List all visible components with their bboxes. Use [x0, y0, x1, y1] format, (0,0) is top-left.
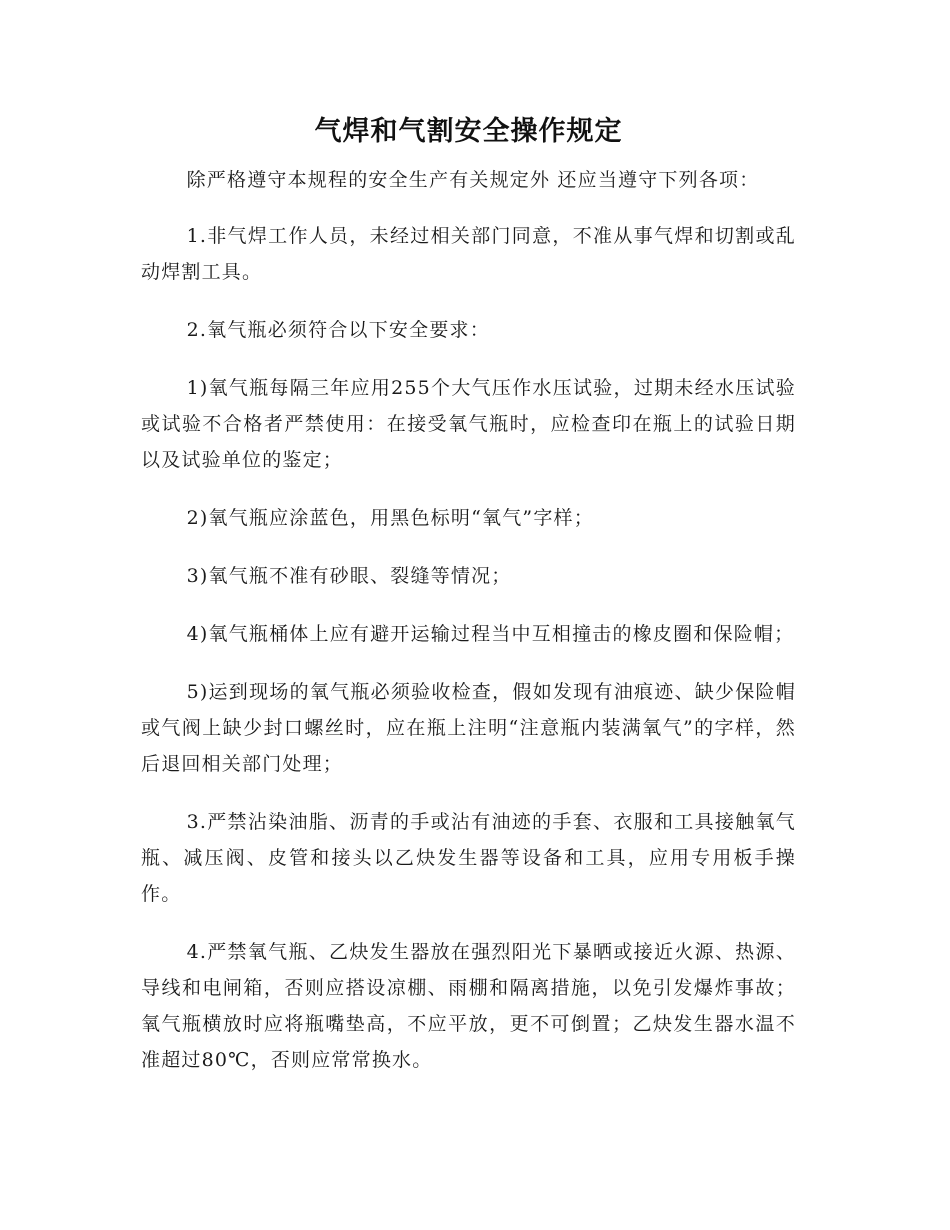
document-page	[141, 110, 796, 1100]
rule-2-item-5-paragraph: 5)运到现场的氧气瓶必须验收检查，假如发现有油痕迹、缺少保险帽或气阀上缺少封口螺丝时，应在瓶上注明“注意瓶内装满氧气”的字样，然后退回相关部门处理；	[141, 681, 796, 775]
rule-2-paragraph: 2.氧气瓶必须符合以下安全要求：	[186, 319, 490, 341]
rule-2-item-2-paragraph: 2)氧气瓶应涂蓝色，用黑色标明“氧气”字样；	[186, 507, 594, 529]
rule-2-item-3-paragraph: 3)氧气瓶不准有砂眼、裂缝等情况；	[186, 565, 512, 587]
rule-2-item-1-paragraph: 1)氧气瓶每隔三年应用255个大气压作水压试验，过期未经水压试验或试验不合格者严禁使用：在接受氧气瓶时，应检查印在瓶上的试验日期以及试验单位的鉴定；	[141, 377, 796, 471]
rule-2-item-4-paragraph: 4)氧气瓶桶体上应有避开运输过程当中互相撞击的橡皮圈和保险帽；	[186, 623, 795, 645]
intro-paragraph: 除严格遵守本规程的安全生产有关规定外 还应当遵守下列各项：	[186, 169, 760, 191]
rule-4-paragraph: 4.严禁氧气瓶、乙炔发生器放在强烈阳光下暴晒或接近火源、热源、导线和电闸箱，否则应搭设凉棚、雨棚和隔离措施，以免引发爆炸事故；氧气瓶横放时应将瓶嘴垫高，不应平放，更不可倒置；乙炔发生器水温不准超过80℃，否则应常常换水。	[141, 941, 796, 1071]
rule-3-paragraph: 3.严禁沾染油脂、沥青的手或沾有油迹的手套、衣服和工具接触氧气瓶、减压阀、皮管和接头以乙炔发生器等设备和工具，应用专用板手操作。	[141, 811, 796, 905]
document-title: 气焊和气割安全操作规定	[314, 116, 623, 147]
rule-1-paragraph: 1.非气焊工作人员，未经过相关部门同意，不准从事气焊和切割或乱动焊割工具。	[141, 225, 796, 283]
